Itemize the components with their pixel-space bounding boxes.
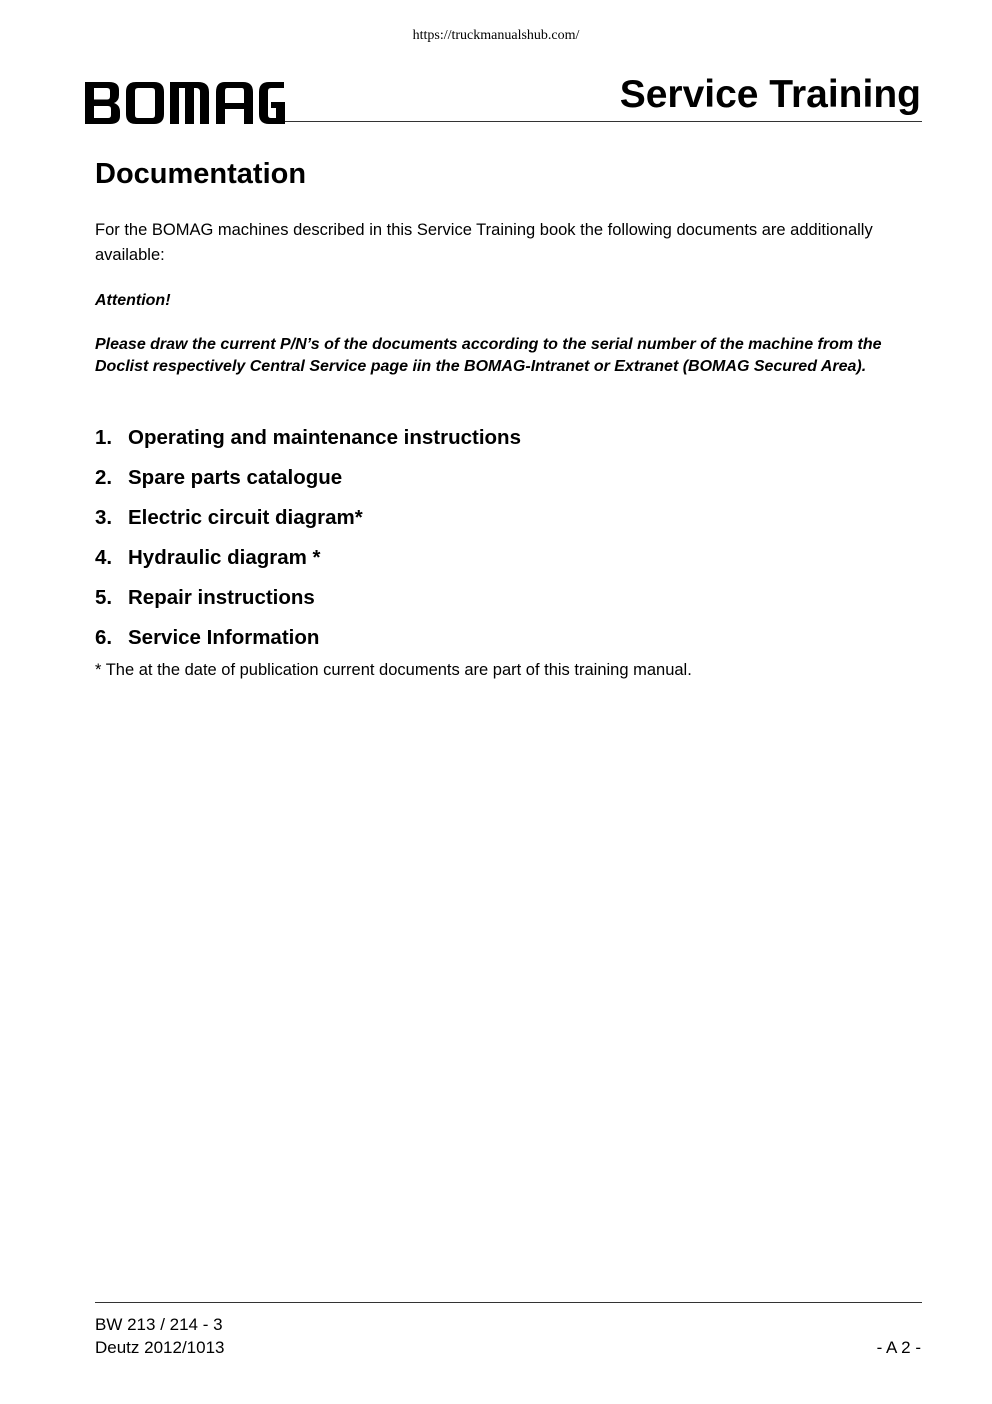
list-item <box>95 464 521 504</box>
attention-text: Please draw the current P/N’s of the documents according to the serial number of the machine from the Doclist respectively Central Service page iin the BOMAG-Intranet or Extranet (BOMAG Secured Area). <box>95 336 882 375</box>
header-divider <box>285 121 922 122</box>
page-number: - A 2 - <box>876 1338 921 1357</box>
document-list <box>95 424 521 664</box>
footer-divider <box>95 1302 922 1303</box>
list-item-number: 5. <box>95 586 113 609</box>
header-title: Service Training <box>619 73 921 116</box>
list-item-number: 3. <box>95 506 113 529</box>
list-item-label: Hydraulic diagram * <box>128 546 321 569</box>
footnote: * The at the date of publication current documents are part of this training manual. <box>95 661 692 679</box>
list-item-label: Service Information <box>128 626 320 649</box>
attention-label: Attention! <box>95 292 171 309</box>
list-item-label: Spare parts catalogue <box>128 466 343 489</box>
list-item-label: Repair instructions <box>128 586 315 609</box>
list-item-number: 1. <box>95 426 113 449</box>
list-item <box>95 504 521 544</box>
list-item-label: Operating and maintenance instructions <box>128 426 521 449</box>
section-heading: Documentation <box>95 158 307 190</box>
list-item-number: 2. <box>95 466 113 489</box>
list-item <box>95 584 521 624</box>
footer-engine: Deutz 2012/1013 <box>95 1338 225 1357</box>
list-item-label: Electric circuit diagram* <box>128 506 363 529</box>
list-item <box>95 624 521 664</box>
list-item-number: 4. <box>95 546 113 569</box>
bomag-logo <box>85 82 285 124</box>
source-url[interactable]: https://truckmanualshub.com/ <box>412 28 580 43</box>
footer-model: BW 213 / 214 - 3 <box>95 1315 223 1334</box>
list-item-number: 6. <box>95 626 113 649</box>
intro-paragraph: For the BOMAG machines described in this Service Training book the following documents are additionally available: <box>95 221 873 264</box>
list-item <box>95 544 521 584</box>
list-item <box>95 424 521 464</box>
footer-info <box>95 1313 225 1359</box>
